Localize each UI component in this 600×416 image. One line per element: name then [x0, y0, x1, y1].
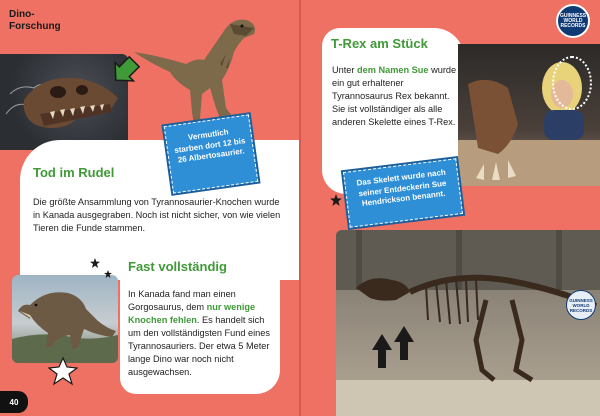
- sue-name-note: Das Skelett wurde nach seiner Entdeckerin Sue Hendrickson benannt.: [343, 158, 463, 227]
- fast-heading: Fast vollständig: [128, 259, 227, 274]
- sue-skeleton-museum-photo: [336, 230, 600, 416]
- small-star-icon: [104, 270, 112, 278]
- trex-text-post: wurde ein gut erhaltener Tyrannosaurus Rex bekannt. Sie ist vollständiger als alle anderen Skelette eines T-Rex.: [332, 65, 457, 127]
- gorgosaurus-photo: [12, 275, 118, 363]
- skull-image: [0, 54, 128, 150]
- page-number-text: 40: [9, 397, 19, 407]
- albertosaurus-note: Vermutlich starben dort 12 bis 26 Albertosaurier.: [164, 114, 259, 193]
- small-star-icon: [330, 194, 342, 206]
- dotted-ring-decoration: [552, 56, 592, 110]
- section-tag-line1: Dino-: [9, 9, 35, 20]
- guinness-logo: [556, 4, 590, 38]
- fast-text-post: . Es handelt sich um den vollständigsten Fund eines Tyrannosauriers. Der etwa 5 Meter lange Dino war noch nicht ausgewachsen.: [128, 315, 270, 377]
- section-tag: [9, 9, 89, 33]
- star-decoration-icon: [48, 356, 78, 386]
- fast-text: [128, 288, 274, 379]
- small-star-icon: [90, 258, 100, 268]
- guinness-badge: [566, 290, 596, 320]
- guinness-badge-text: GUINNESS WORLD RECORDS: [569, 297, 593, 313]
- rudel-heading: Tod im Rudel: [33, 165, 115, 180]
- rudel-text: Die größte Ansammlung von Tyrannosaurier-Knochen wurde in Kanada ausgegraben. Noch ist nicht sicher, von wie vielen Tieren die Funde stammen.: [33, 197, 281, 233]
- guinness-logo-text: GUINNESS WORLD RECORDS: [560, 12, 587, 29]
- page-number: [0, 391, 28, 413]
- trex-text-highlight: dem Namen Sue: [357, 65, 429, 75]
- section-tag-line2: Forschung: [9, 21, 61, 32]
- skull-photo: [0, 54, 128, 150]
- gorgosaurus-image: [12, 275, 118, 363]
- fast-text-highlight: nur wenige Knochen fehlen: [128, 302, 256, 325]
- trex-skeleton-image: [336, 230, 600, 416]
- trex-text: [332, 64, 462, 129]
- trex-heading: T-Rex am Stück: [331, 36, 428, 51]
- fast-text-pre: In Kanada fand man einen Gorgosaurus, dem: [128, 289, 236, 312]
- left-page: [0, 0, 299, 416]
- trex-text-pre: Unter: [332, 65, 358, 75]
